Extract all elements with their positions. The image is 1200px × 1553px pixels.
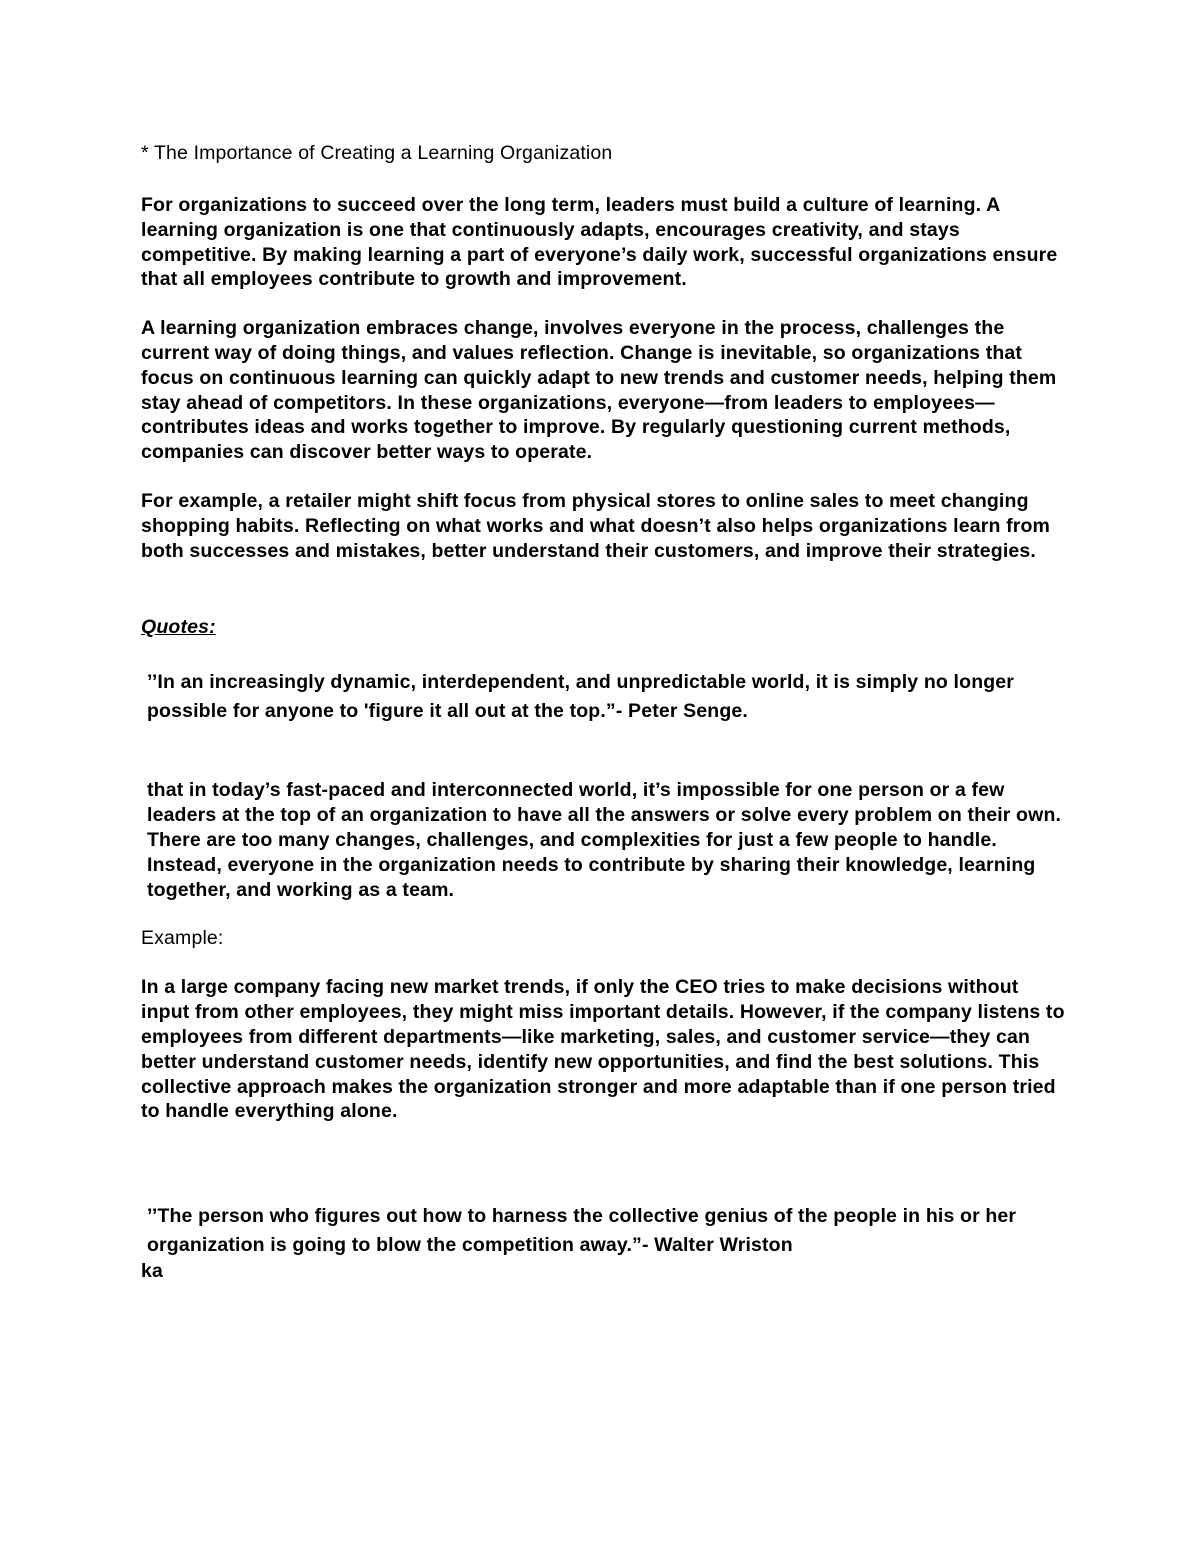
paragraph-example-retailer: For example, a retailer might shift focus from physical stores to online sales to meet changing shopping habits. Reflecting on what works and what doesn’t also helps organizations learn from both successes and mistakes, better understand their customers, and improve their strategies. xyxy=(141,489,1051,562)
spacer xyxy=(141,640,1071,668)
spacer xyxy=(141,725,1071,778)
spacer xyxy=(141,563,1071,611)
spacer xyxy=(141,465,1071,489)
spacer xyxy=(141,902,1071,926)
spacer xyxy=(141,166,1071,193)
spacer xyxy=(141,292,1071,316)
spacer xyxy=(141,1124,1071,1202)
document-body xyxy=(141,141,1071,1284)
example-paragraph: In a large company facing new market trends, if only the CEO tries to make decisions without input from other employees, they might miss important details. However, if the company listens to employees from different departments—like marketing, sales, and customer service—they can better understand customer needs, identify new opportunities, and find the best solutions. This collective approach makes the organization stronger and more adaptable than if one person tried to handle everything alone. xyxy=(141,976,1065,1123)
example-label: Example: xyxy=(141,927,224,950)
paragraph-change: A learning organization embraces change, involves everyone in the process, challenges the current way of doing things, and values reflection. Change is inevitable, so organizations that focus on continuous learning can quickly adapt to new trends and customer needs, helping them stay ahead of competitors. In these organizations, everyone—from leaders to employees—contributes ideas and works together to improve. By regularly questioning current methods, companies can discover better ways to operate. xyxy=(141,317,1057,464)
spacer xyxy=(141,951,1071,975)
quote-walter-wriston: ’’The person who figures out how to harness the collective genius of the people in his or her organization is going to blow the competition away.”- Walter Wriston xyxy=(147,1205,1017,1256)
quote-explanation: that in today’s fast-paced and interconnected world, it’s impossible for one person or a few leaders at the top of an organization to have all the answers or solve every problem on their own. There are too many changes, challenges, and complexities for just a few people to handle. Instead, everyone in the organization needs to contribute by sharing their knowledge, learning together, and working as a team. xyxy=(147,779,1062,901)
quotes-heading: Quotes: xyxy=(141,616,216,639)
paragraph-intro: For organizations to succeed over the long term, leaders must build a culture of learning. A learning organization is one that continuously adapts, encourages creativity, and stays competitive. By making learning a part of everyone’s daily work, successful organizations ensure that all employees contribute to growth and improvement. xyxy=(141,194,1058,291)
document-title: * The Importance of Creating a Learning Organization xyxy=(141,142,613,164)
quote-peter-senge: ’’In an increasingly dynamic, interdependent, and unpredictable world, it is simply no longer possible for anyone to 'figure it all out at the top.”- Peter Senge. xyxy=(147,671,1015,722)
trailing-text: ka xyxy=(141,1260,163,1283)
